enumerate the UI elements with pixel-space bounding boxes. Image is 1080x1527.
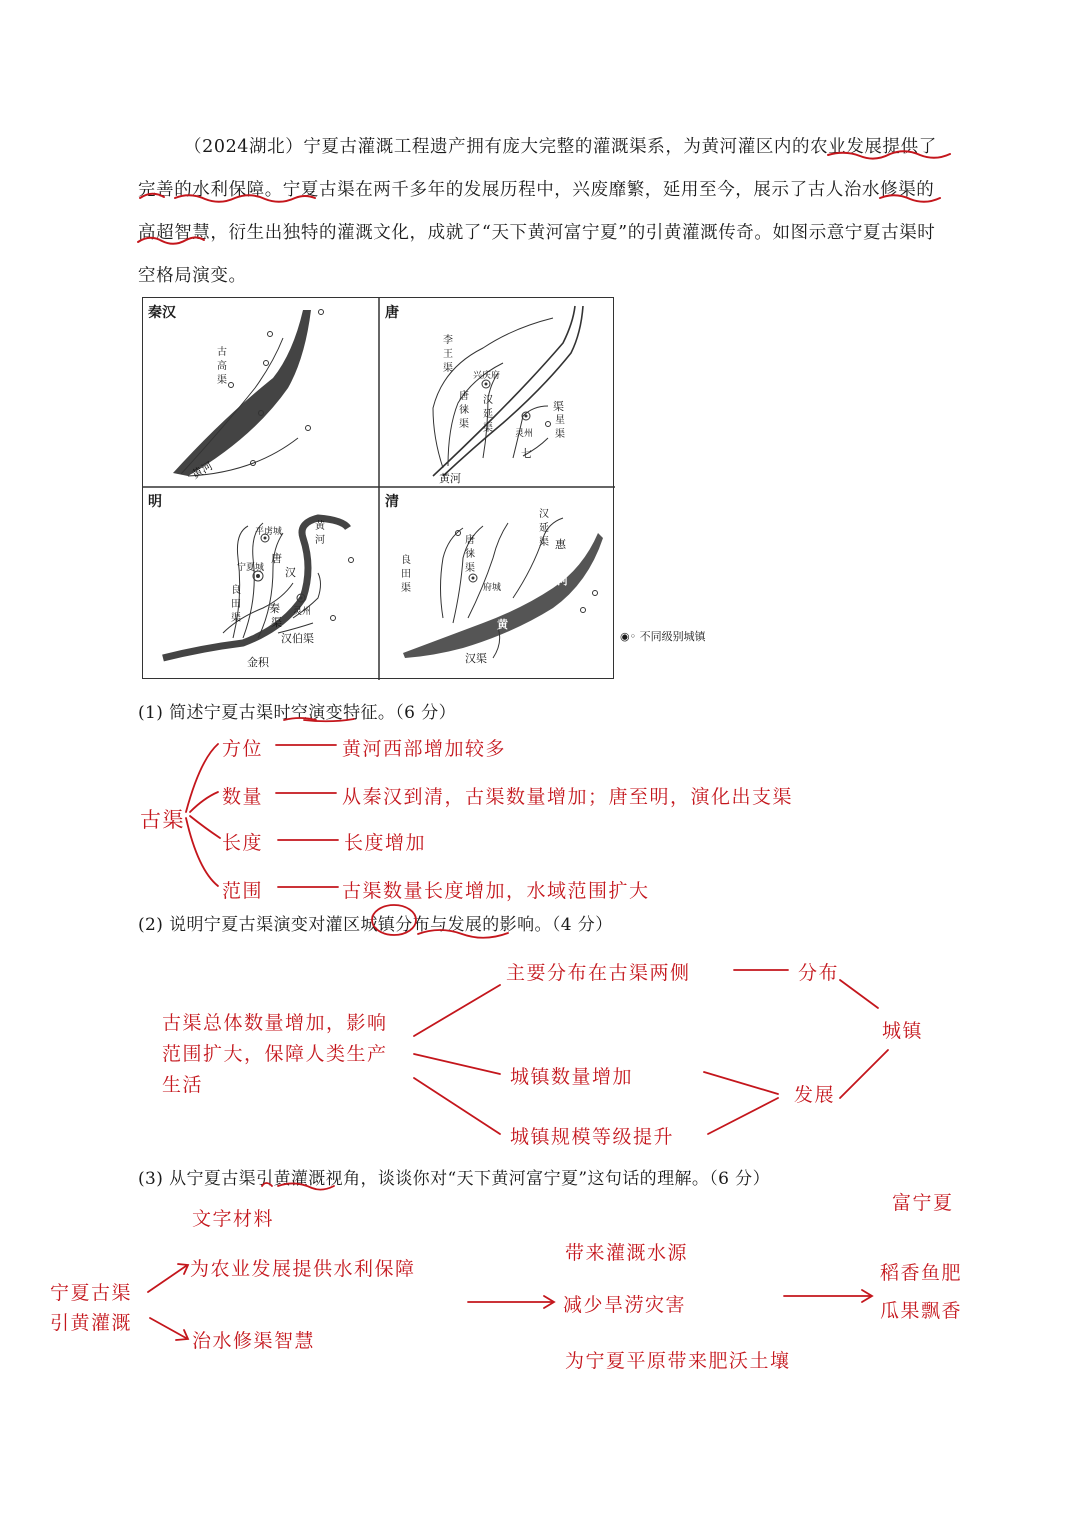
map-label-jinji: 金积: [247, 656, 269, 669]
q1-branch-key-2: 数量: [222, 786, 264, 808]
map-label-fucheng: 府城: [483, 583, 502, 593]
q1-branch-key-4: 范围: [222, 880, 264, 902]
q2-effect-distribution: 主要分布在古渠两侧: [506, 962, 691, 984]
q2-mid-development: 发展: [794, 1084, 836, 1106]
q3-title: 富宁夏: [892, 1192, 954, 1214]
q2-effect-scale: 城镇规模等级提升: [510, 1126, 675, 1148]
map-label-river-ming: 黄河: [315, 521, 325, 546]
map-label-liangtianqu-qing: 良田渠: [401, 555, 411, 594]
map-label-hanboqu: 汉伯渠: [281, 632, 314, 645]
question-1: (1) 简述宁夏古渠时空演变特征。（6 分）: [138, 703, 457, 723]
map-label-river2-qing: 河: [557, 574, 568, 587]
q2-cause: 古渠总体数量增加，影响范围扩大，保障人类生产生活: [162, 1012, 388, 1096]
q3-result-3: 为宁夏平原带来肥沃土壤: [565, 1350, 791, 1372]
map-label-qi: 七: [521, 447, 532, 460]
q3-point-1: 为农业发展提供水利保障: [190, 1258, 416, 1280]
map-label-liwangqu: 李王渠: [443, 335, 453, 374]
q1-branch-key-1: 方位: [222, 738, 264, 760]
map-period-ming: 明: [148, 494, 162, 510]
map-label-pinglucheng: 平虏城: [255, 527, 283, 537]
map-label-river-qing: 黄: [497, 618, 508, 631]
map-label-tang-ming: 唐: [271, 552, 282, 565]
question-3: (3) 从宁夏古渠引黄灌溉视角，谈谈你对“天下黄河富宁夏”这句话的理解。（6 分）: [138, 1169, 770, 1189]
map-label-hanyanqu: 汉延渠: [483, 395, 493, 434]
map-label-river-tang: 黄河: [439, 472, 461, 485]
map-label-hanqu-qing: 汉渠: [465, 652, 487, 665]
map-label-qu: 渠: [553, 400, 564, 413]
map-label-tanglaiqu-qing: 唐徕渠: [465, 535, 475, 574]
q1-branch-value-2: 从秦汉到清，古渠数量增加；唐至明，演化出支渠: [342, 786, 794, 808]
map-label-hanyanqu-qing: 汉延渠: [539, 509, 549, 548]
map-period-qinhan: 秦汉: [148, 305, 176, 321]
q1-branch-key-3: 长度: [222, 832, 264, 854]
q2-effect-count: 城镇数量增加: [510, 1066, 634, 1088]
map-label-lingzhou-tang: 灵州: [515, 429, 534, 439]
map-label-river-qinhan: 黄河: [189, 459, 216, 482]
map-label-hui-qing: 惠: [555, 538, 566, 551]
q3-final-1: 稻香鱼肥: [880, 1262, 963, 1284]
map-label-qu-ming: 渠: [271, 616, 282, 629]
legend-city-icon: ◉◦: [620, 630, 637, 643]
q2-mid-distribution: 分布: [798, 962, 840, 984]
q1-root: 古渠: [140, 808, 185, 832]
intro-paragraph: （2024湖北）宁夏古灌溉工程遗产拥有庞大完整的灌溉渠系，为黄河灌区内的农业发展提供了完善的水利保障。宁夏古渠在两千多年的发展历程中，兴废靡繁，延用至今，展示了古人治水修渠的高超智慧，衍生出独特的灌溉文化，成就了“天下黄河富宁夏”的引黄灌溉传奇。如图示意宁夏古渠时空格局演变。: [138, 137, 937, 286]
q1-branch-value-3: 长度增加: [344, 832, 427, 854]
map-label-lingzhou-ming: 灵州: [293, 607, 312, 617]
map-label-liangtianqu-ming: 良田渠: [231, 585, 241, 624]
map-label-xingqingfu: 兴庆府: [473, 371, 501, 381]
legend-label: 不同级别城镇: [639, 630, 706, 643]
q3-result-1: 带来灌溉水源: [565, 1242, 689, 1264]
question-2: (2) 说明宁夏古渠演变对灌区城镇分布与发展的影响。（4 分）: [138, 915, 613, 935]
q3-final-2: 瓜果飘香: [880, 1300, 963, 1322]
q3-material: 文字材料: [192, 1208, 275, 1230]
map-label-qin-ming: 秦: [269, 602, 280, 615]
q3-source-1: 宁夏古渠: [50, 1282, 133, 1304]
map-period-qing: 清: [385, 494, 399, 510]
map-period-tang: 唐: [385, 305, 399, 321]
q3-source-2: 引黄灌溉: [50, 1312, 133, 1334]
q1-branch-value-1: 黄河西部增加较多: [342, 738, 507, 760]
q1-branch-value-4: 古渠数量长度增加，水域范围扩大: [342, 880, 650, 902]
map-label-ningxiacheng: 宁夏城: [237, 563, 265, 573]
map-label-xingqu: 星渠: [555, 415, 565, 440]
map-label-gugaoqu: 古高渠: [217, 347, 227, 386]
q3-point-2: 治水修渠智慧: [192, 1330, 316, 1352]
q2-end-town: 城镇: [882, 1020, 924, 1042]
q3-result-2: 减少旱涝灾害: [563, 1294, 687, 1316]
map-label-han-ming: 汉: [285, 566, 296, 579]
map-label-tangqu: 唐徕渠: [459, 391, 469, 430]
